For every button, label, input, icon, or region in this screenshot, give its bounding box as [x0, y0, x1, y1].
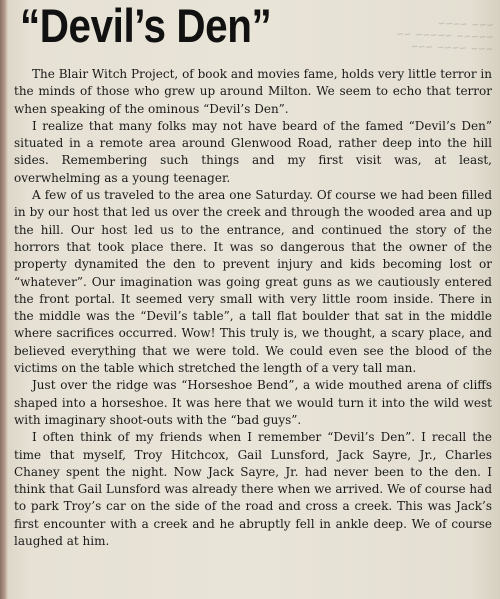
show-through-text: ~~~ ~~~~ ~~~ ~~ ~~~~~ ~~~~~ ~~~~ ~~~ [396, 16, 495, 55]
article-body [14, 66, 492, 550]
article-paragraph: A few of us traveled to the area one Saturday. Of course we had been filled in by our host that led us over the creek and through the wooded area and up the hill. Our host led us to the entrance, and continued the story of the horrors that took place there. It was so dangerous that the owner of the property dynamited the den to prevent injury and kids becoming lost or “whatever”. Our imagination was going great guns as we cautiously entered the front portal. It seemed very small with very little room inside. There in the middle was the “Devil’s table”, a tall flat boulder that sat in the middle where sacrifices occurred. Wow! This truly is, we thought, a scary place, and believed everything that we were told. We could even see the blood of the victims on the table which stretched the length of a very tall man. [14, 188, 492, 376]
article-paragraph: I realize that many folks may not have beard of the famed “Devil’s Den” situated in a remote area around Glenwood Road, rather deep into the hill sides. Remembering such things and my first visit was, at least, overwhelming as a young teenager. [14, 118, 492, 185]
article-headline: “Devil’s Den” [20, 0, 272, 52]
article-paragraph: The Blair Witch Project, of book and movies fame, holds very little terror in the minds of those who grew up around Milton. We seem to echo that terror when speaking of the ominous “Devil’s Den”. [14, 67, 492, 116]
article-paragraph: Just over the ridge was “Horseshoe Bend”, a wide mouthed arena of cliffs shaped into a horseshoe. It was here that we would turn it into the wild west with imaginary shoot-outs with the “bad guys”. [14, 378, 492, 427]
paper-edge-stain [0, 0, 8, 599]
article-paragraph: I often think of my friends when I remember “Devil’s Den”. I recall the time that myself, Troy Hitchcox, Gail Lunsford, Jack Sayre, Jr., Charles Chaney spent the night. Now Jack Sayre, Jr. had never been to the den. I think that Gail Lunsford was already there when we arrived. We of course had to park Troy’s car on the side of the road and cross a creek. This was Jack’s first encounter with a creek and he abruptly fell in ankle deep. We of course laughed at him. [14, 430, 492, 549]
